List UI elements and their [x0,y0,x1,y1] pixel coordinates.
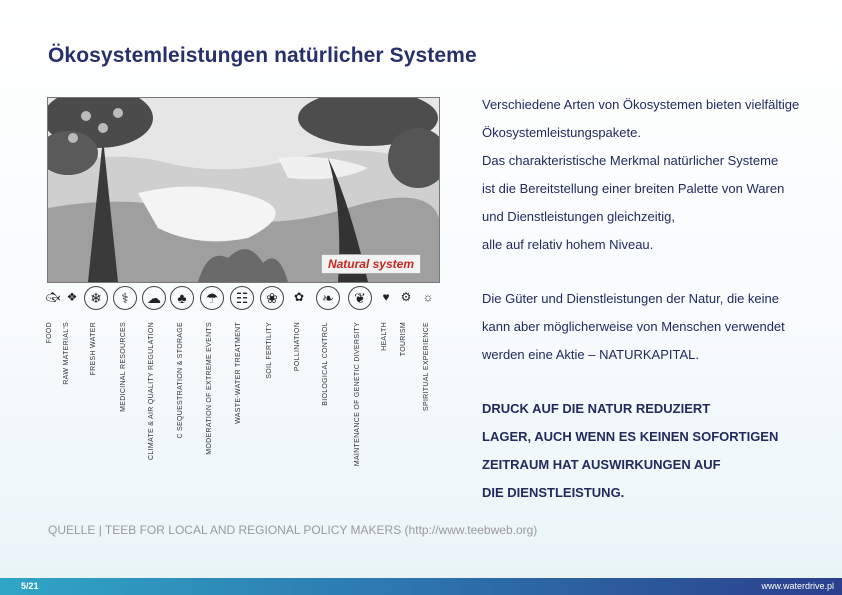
text-line: werden eine Aktie – NATURKAPITAL. [482,347,700,362]
service-label-soil-fertility: SOIL FERTILITY [266,322,273,379]
footer-bar [0,578,842,595]
service-label-raw-materials: RAW MATERIAL'S [63,322,70,385]
soil-icon: ❀ [260,286,284,310]
text-line: Ökosystemleistungspakete. [482,125,641,140]
service-label-c-sequestration: C SEQUESTRATION & STORAGE [177,322,184,439]
text-line: DRUCK AUF DIE NATUR REDUZIERT [482,401,711,416]
service-label-climate-regulation: CLIMATE & AIR QUALITY REGULATION [148,322,155,460]
camera-icon: ⚙ [400,290,412,304]
sun-icon: ☼ [422,290,434,304]
service-label-fresh-water: FRESH WATER [90,322,97,376]
slide-title: Ökosystemleistungen natürlicher Systeme [48,44,477,67]
text-line: kann aber möglicherweise von Menschen verwendet [482,319,785,334]
wood-icon: ❖ [66,290,78,304]
natural-system-illustration [47,97,440,283]
text-line: Das charakteristische Merkmal natürlicher Systeme [482,153,779,168]
ladybug-icon: ❧ [316,286,340,310]
source-citation: QUELLE | TEEB FOR LOCAL AND REGIONAL POLICY MAKERS (http://www.teebweb.org) [48,523,538,537]
service-label-biological-control: BIOLOGICAL CONTROL [322,322,329,406]
service-label-health: HEALTH [381,322,388,351]
text-line: Verschiedene Arten von Ökosystemen bieten vielfältige [482,97,800,112]
intro-paragraph [482,91,822,259]
text-line: Die Güter und Dienstleistungen der Natur, die keine [482,291,780,306]
natural-system-caption: Natural system [321,254,421,274]
service-label-pollination: POLLINATION [294,322,301,372]
service-label-spiritual-experience: SPIRITUAL EXPERIENCE [423,322,430,411]
service-label-food: FOOD [46,322,53,344]
service-label-genetic-diversity: MAINTENANCE OF GENETIC DIVERSITY [354,322,361,467]
caduceus-icon: ⚕ [113,286,137,310]
service-label-extreme-events: MODERATION OF EXTREME EVENTS [206,322,213,455]
service-label-medicinal-resources: MEDICINAL RESOURCES [120,322,127,412]
text-line: DIE DIENSTLEISTUNG. [482,485,625,500]
bee-icon: ✿ [293,290,305,304]
dna-icon: ❦ [348,286,372,310]
storm-icon: ☂ [200,286,224,310]
text-line: alle auf relativ hohem Niveau. [482,237,654,252]
website-link[interactable]: www.waterdrive.pl [761,581,834,591]
natural-capital-paragraph [482,285,822,369]
water-drop-icon: ❄ [84,286,108,310]
text-line: und Dienstleistungen gleichzeitig, [482,209,675,224]
text-line: ist die Bereitstellung einer breiten Palette von Waren [482,181,785,196]
filter-icon: ☷ [230,286,254,310]
text-line: ZEITRAUM HAT AUSWIRKUNGEN AUF [482,457,721,472]
cloud-icon: ☁ [142,286,166,310]
text-line: LAGER, AUCH WENN ES KEINEN SOFORTIGEN [482,429,779,444]
fish-icon: 🐟︎ [45,290,61,304]
emphasis-paragraph [482,395,822,507]
service-label-waste-water: WASTE-WATER TREATMENT [235,322,242,424]
heart-icon: ♥ [382,290,390,304]
tree-icon: ♣ [170,286,194,310]
page-number: 5/21 [21,581,39,591]
service-label-tourism: TOURISM [400,322,407,357]
